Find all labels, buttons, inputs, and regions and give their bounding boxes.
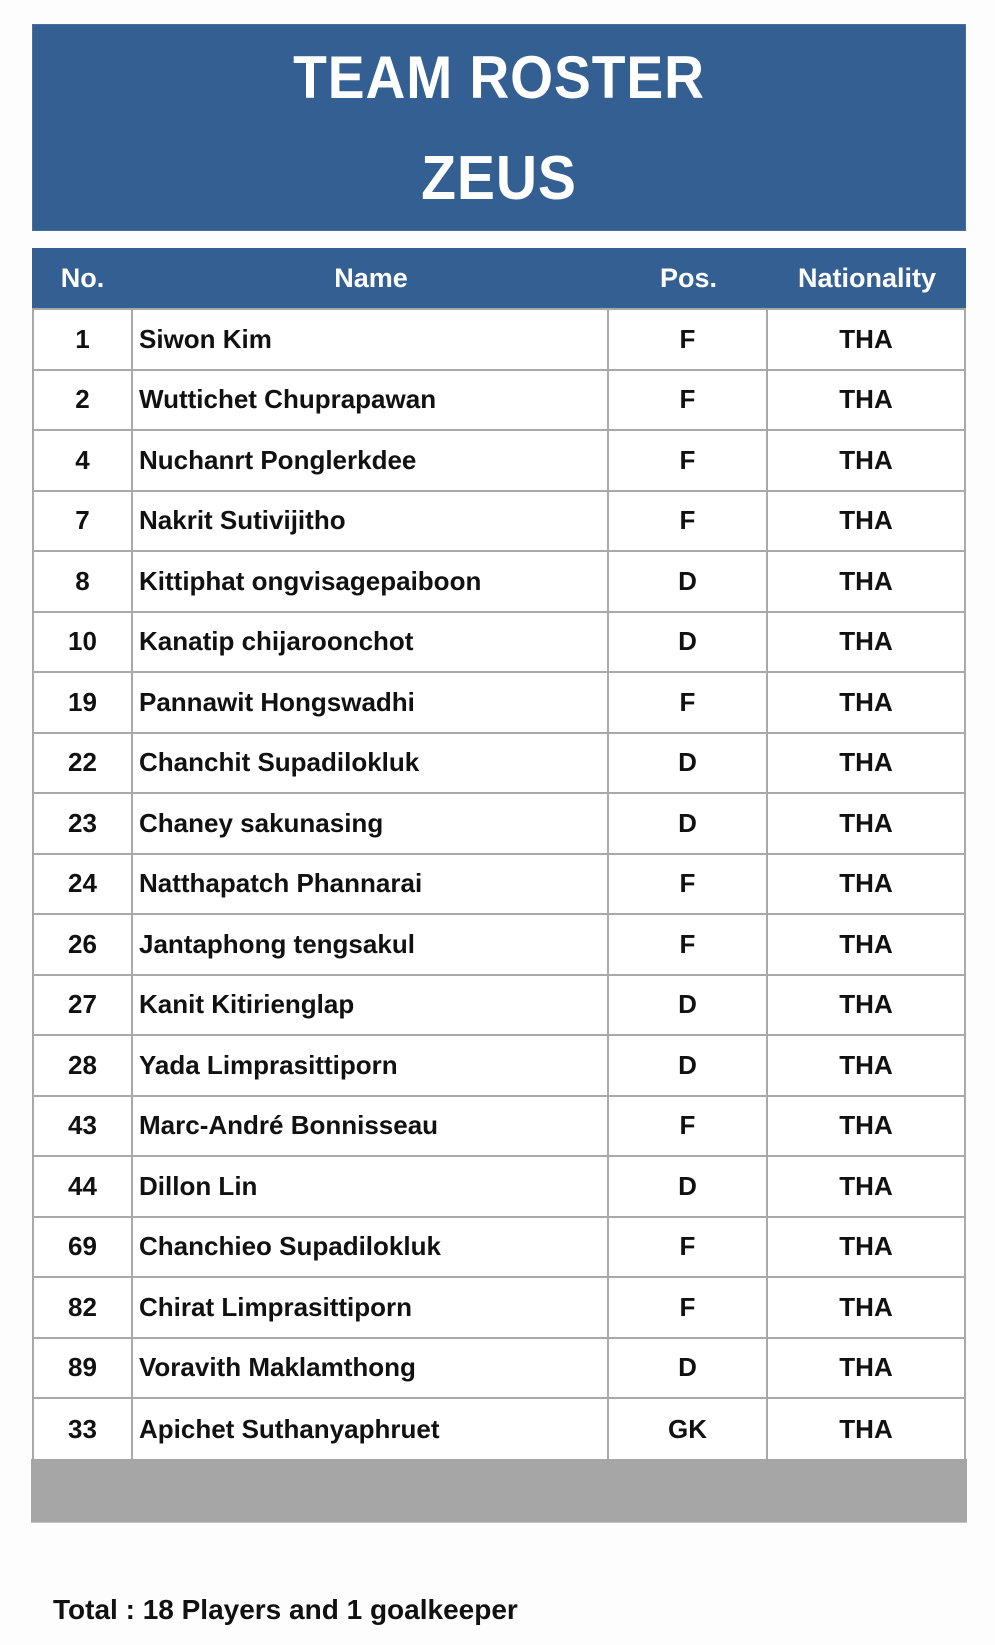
table-body xyxy=(32,310,966,1460)
player-nationality: THA xyxy=(768,492,966,551)
table-row xyxy=(32,673,966,734)
player-nationality: THA xyxy=(768,371,966,430)
player-position: F xyxy=(609,1278,768,1337)
roster-total: Total : 18 Players and 1 goalkeeper xyxy=(53,1594,518,1625)
table-header xyxy=(32,248,966,310)
player-nationality: THA xyxy=(768,1036,966,1095)
player-name: Chanchit Supadilokluk xyxy=(133,734,609,793)
player-position: F xyxy=(609,915,768,974)
table-row xyxy=(32,310,966,371)
player-position: GK xyxy=(609,1399,768,1460)
player-name: Natthapatch Phannarai xyxy=(133,855,609,914)
player-position: F xyxy=(609,855,768,914)
player-number: 43 xyxy=(32,1097,133,1156)
player-number: 10 xyxy=(32,613,133,672)
player-name: Jantaphong tengsakul xyxy=(133,915,609,974)
header-no: No. xyxy=(60,262,105,293)
player-position: F xyxy=(609,1218,768,1277)
player-nationality: THA xyxy=(768,613,966,672)
player-number: 1 xyxy=(32,310,133,369)
player-name: Apichet Suthanyaphruet xyxy=(133,1399,609,1460)
player-number: 44 xyxy=(32,1157,133,1216)
header-name: Name xyxy=(334,262,408,293)
player-position: F xyxy=(609,431,768,490)
player-number: 23 xyxy=(32,794,133,853)
player-nationality: THA xyxy=(768,1097,966,1156)
player-name: Pannawit Hongswadhi xyxy=(133,673,609,732)
player-name: Nakrit Sutivijitho xyxy=(133,492,609,551)
table-row xyxy=(32,976,966,1037)
player-number: 89 xyxy=(32,1339,133,1398)
player-name: Kanatip chijaroonchot xyxy=(133,613,609,672)
roster-table xyxy=(32,248,966,1460)
player-number: 22 xyxy=(32,734,133,793)
player-name: Wuttichet Chuprapawan xyxy=(133,371,609,430)
player-position: F xyxy=(609,371,768,430)
table-row xyxy=(32,855,966,916)
player-number: 28 xyxy=(32,1036,133,1095)
player-nationality: THA xyxy=(768,794,966,853)
player-position: D xyxy=(609,613,768,672)
player-number: 26 xyxy=(32,915,133,974)
table-footer-bar xyxy=(31,1459,967,1523)
player-number: 27 xyxy=(32,976,133,1035)
player-nationality: THA xyxy=(768,673,966,732)
player-name: Chanchieo Supadilokluk xyxy=(133,1218,609,1277)
player-number: 2 xyxy=(32,371,133,430)
player-position: D xyxy=(609,552,768,611)
player-name: Marc-André Bonnisseau xyxy=(133,1097,609,1156)
player-nationality: THA xyxy=(768,734,966,793)
table-row xyxy=(32,794,966,855)
table-row xyxy=(32,1339,966,1400)
player-name: Kanit Kitirienglap xyxy=(133,976,609,1035)
player-nationality: THA xyxy=(768,855,966,914)
player-nationality: THA xyxy=(768,310,966,369)
table-row xyxy=(32,431,966,492)
player-nationality: THA xyxy=(768,1399,966,1460)
player-position: D xyxy=(609,1157,768,1216)
player-number: 4 xyxy=(32,431,133,490)
table-row xyxy=(32,492,966,553)
player-number: 69 xyxy=(32,1218,133,1277)
player-position: D xyxy=(609,1036,768,1095)
team-name: ZEUS xyxy=(421,144,577,213)
player-name: Kittiphat ongvisagepaiboon xyxy=(133,552,609,611)
table-row xyxy=(32,1036,966,1097)
player-number: 7 xyxy=(32,492,133,551)
player-nationality: THA xyxy=(768,1157,966,1216)
table-row xyxy=(32,1157,966,1218)
player-name: Siwon Kim xyxy=(133,310,609,369)
player-number: 8 xyxy=(32,552,133,611)
player-nationality: THA xyxy=(768,915,966,974)
player-name: Nuchanrt Ponglerkdee xyxy=(133,431,609,490)
table-row xyxy=(32,1399,966,1460)
player-name: Chirat Limprasittiporn xyxy=(133,1278,609,1337)
player-position: F xyxy=(609,492,768,551)
table-row xyxy=(32,1097,966,1158)
player-number: 24 xyxy=(32,855,133,914)
player-number: 33 xyxy=(32,1399,133,1460)
table-row xyxy=(32,371,966,432)
table-row xyxy=(32,552,966,613)
player-nationality: THA xyxy=(768,552,966,611)
table-row xyxy=(32,613,966,674)
header-pos: Pos. xyxy=(659,262,718,293)
table-row xyxy=(32,734,966,795)
player-nationality: THA xyxy=(768,431,966,490)
player-nationality: THA xyxy=(768,1218,966,1277)
header-nationality: Nationality xyxy=(797,262,937,293)
player-nationality: THA xyxy=(768,1278,966,1337)
player-position: F xyxy=(609,673,768,732)
player-position: F xyxy=(609,310,768,369)
player-position: D xyxy=(609,734,768,793)
player-nationality: THA xyxy=(768,976,966,1035)
player-name: Dillon Lin xyxy=(133,1157,609,1216)
player-position: D xyxy=(609,976,768,1035)
player-position: F xyxy=(609,1097,768,1156)
title-banner xyxy=(32,24,966,231)
player-nationality: THA xyxy=(768,1339,966,1398)
player-name: Chaney sakunasing xyxy=(133,794,609,853)
table-row xyxy=(32,915,966,976)
player-position: D xyxy=(609,794,768,853)
player-name: Voravith Maklamthong xyxy=(133,1339,609,1398)
player-number: 19 xyxy=(32,673,133,732)
player-number: 82 xyxy=(32,1278,133,1337)
player-name: Yada Limprasittiporn xyxy=(133,1036,609,1095)
page-title: TEAM ROSTER xyxy=(293,44,705,111)
table-row xyxy=(32,1218,966,1279)
table-row xyxy=(32,1278,966,1339)
player-position: D xyxy=(609,1339,768,1398)
